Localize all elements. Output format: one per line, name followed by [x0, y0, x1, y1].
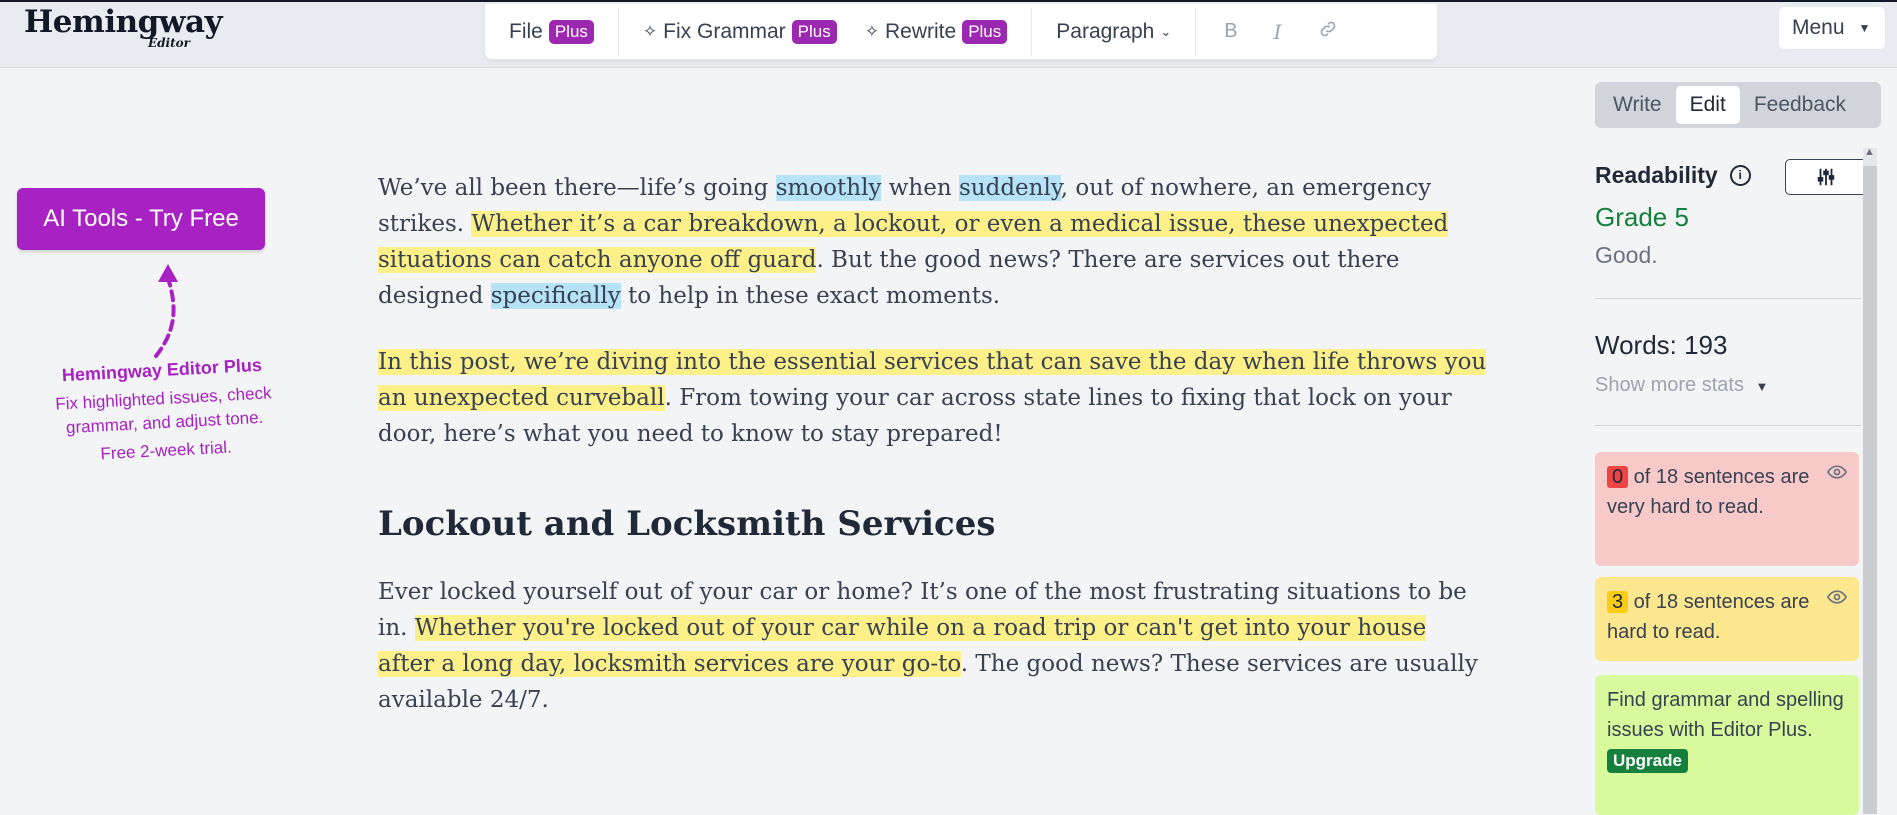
italic-button[interactable]: I: [1273, 19, 1282, 44]
rewrite-button[interactable]: [861, 4, 1032, 59]
adverb-highlight: smoothly: [775, 175, 882, 201]
menu-button[interactable]: [1778, 6, 1886, 50]
readability-label: Readability: [1595, 162, 1718, 188]
plus-badge: Plus: [549, 20, 594, 44]
show-more-label: Show more stats: [1595, 374, 1744, 396]
hard-sentence-highlight: Whether you're locked out of your car while on a road trip or can't get into your house after a long day, locksmith services are your go-to: [378, 615, 1427, 677]
chevron-down-icon: ⌄: [1160, 23, 1172, 39]
panel-divider: [1595, 298, 1861, 299]
logo-text: Hemingway: [24, 4, 223, 40]
section-heading[interactable]: Lockout and Locksmith Services: [378, 504, 996, 544]
show-more-stats-button[interactable]: [1595, 374, 1768, 397]
text-run: We’ve all been there—life’s going: [378, 175, 776, 201]
logo-subtitle: Editor: [148, 36, 190, 50]
grammar-upsell-text: Find grammar and spelling issues with Editor Plus.: [1607, 689, 1844, 741]
tab-feedback[interactable]: Feedback: [1753, 93, 1847, 116]
adverb-highlight: suddenly: [958, 175, 1061, 201]
hard-sentence-highlight: In this post, we’re diving into the essential services that can save the day when life throws you an unexpected curveball: [378, 349, 1487, 411]
word-count: Words: 193: [1595, 330, 1728, 360]
sparkle-icon: ✧: [642, 21, 658, 41]
info-icon[interactable]: i: [1730, 165, 1751, 186]
hard-sentences-card[interactable]: [1595, 577, 1859, 661]
grade-level: Grade 5: [1595, 202, 1689, 232]
text-run: , out of nowhere, an emergency strikes.: [378, 175, 1432, 237]
promo-title: Hemingway Editor Plus: [61, 354, 263, 386]
file-menu-button[interactable]: [485, 4, 618, 59]
paragraph[interactable]: [378, 574, 1488, 718]
text-run: Ever locked yourself out of your car or home? It’s one of the most frustrating situations to be in.: [378, 579, 1467, 641]
promo-desc-line: Fix highlighted issues, check: [54, 383, 272, 414]
scrollbar-thumb[interactable]: [1863, 166, 1877, 814]
eye-icon[interactable]: [1827, 585, 1847, 615]
promo-desc-line: grammar, and adjust tone.: [65, 407, 264, 438]
eye-icon[interactable]: [1827, 460, 1847, 490]
bold-button[interactable]: B: [1224, 20, 1238, 42]
fix-grammar-button[interactable]: [619, 4, 861, 59]
very-hard-sentences-card[interactable]: [1595, 452, 1859, 566]
panel-divider: [1595, 425, 1861, 426]
tab-write[interactable]: Write: [1613, 93, 1662, 116]
promo-trial: Free 2-week trial.: [100, 437, 233, 464]
plus-badge: Plus: [792, 20, 837, 44]
paragraph-dropdown[interactable]: [1032, 4, 1195, 59]
upgrade-button[interactable]: Upgrade: [1607, 749, 1688, 773]
text-run: when: [881, 175, 959, 201]
promo-description: [23, 380, 305, 443]
menu-label: Menu: [1792, 16, 1845, 39]
file-label: File: [509, 19, 543, 43]
caret-down-icon: ▼: [1755, 379, 1769, 394]
very-hard-text: of 18 sentences are very hard to read.: [1607, 466, 1810, 518]
adverb-highlight: specifically: [490, 283, 621, 309]
mode-tabs: [1595, 82, 1881, 128]
text-run: . From towing your car across state lines to fixing that lock on your door, here’s what you need to know to stay prepared!: [378, 385, 1452, 447]
stats-panel: [1595, 82, 1861, 814]
grammar-upsell-card: [1595, 675, 1859, 815]
text-run: . The good news? These services are usually available 24/7.: [378, 651, 1478, 713]
top-bar: [0, 0, 1897, 68]
editor-toolbar: [484, 4, 1438, 60]
very-hard-count: 0: [1607, 466, 1628, 488]
hard-sentence-highlight: Whether it’s a car breakdown, a lockout, or even a medical issue, these unexpected situations can catch anyone off guard: [378, 211, 1449, 273]
scroll-up-icon[interactable]: ▲: [1864, 146, 1875, 158]
readability-heading: [1595, 162, 1751, 189]
fix-grammar-label: Fix Grammar: [663, 19, 786, 43]
ai-tools-button[interactable]: AI Tools - Try Free: [17, 188, 265, 250]
paragraph[interactable]: [378, 170, 1488, 314]
readability-settings-button[interactable]: [1785, 159, 1867, 195]
text-run: . But the good news? There are services out there designed: [378, 247, 1400, 309]
paragraph[interactable]: [378, 344, 1488, 452]
link-icon[interactable]: [1300, 19, 1356, 45]
app-logo[interactable]: [24, 4, 223, 50]
text-run: to help in these exact moments.: [620, 283, 1001, 309]
promo-block: [22, 353, 307, 469]
sparkle-icon: ✧: [864, 21, 879, 41]
hard-count: 3: [1607, 591, 1628, 613]
tab-edit[interactable]: Edit: [1676, 86, 1740, 124]
rewrite-label: Rewrite: [885, 19, 957, 43]
hard-text: of 18 sentences are hard to read.: [1607, 591, 1810, 643]
dashed-arrow-icon: [150, 262, 200, 362]
sliders-icon: [1815, 166, 1837, 188]
caret-down-icon: ▼: [1858, 21, 1871, 35]
plus-badge: Plus: [962, 20, 1007, 44]
editor-content[interactable]: [378, 170, 1488, 748]
grade-description: Good.: [1595, 242, 1658, 268]
paragraph-label: Paragraph: [1056, 19, 1155, 43]
